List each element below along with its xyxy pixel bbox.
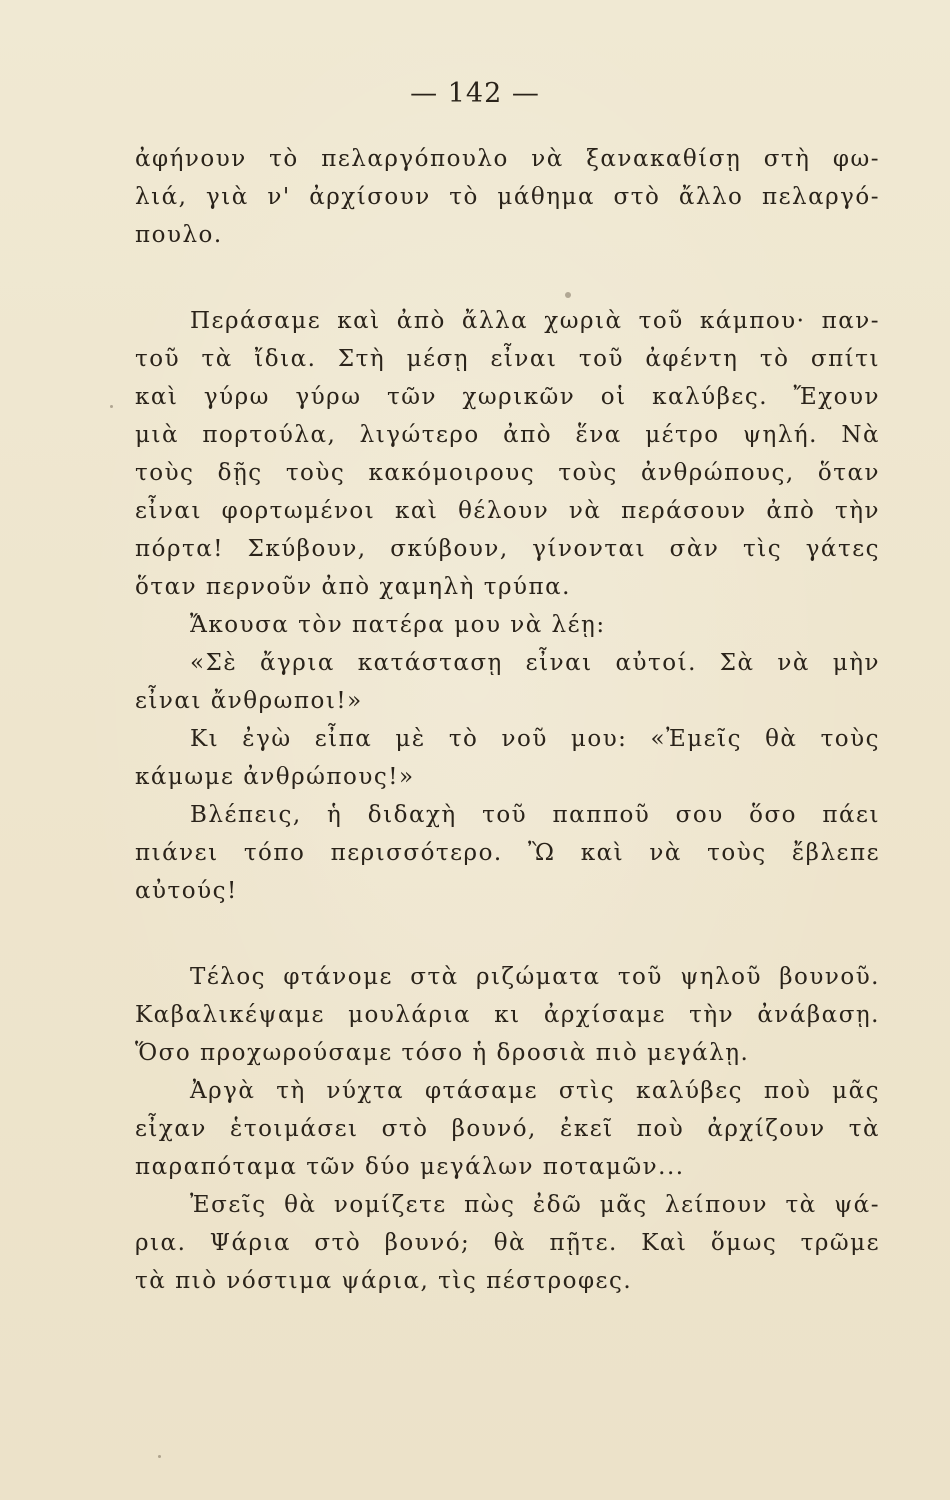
paper-speck [158, 1455, 161, 1458]
text-line: Ὅσο προχωρούσαμε τόσο ἡ δροσιὰ πιὸ μεγάλῃ. [135, 1040, 750, 1066]
text-line: Περάσαμε καὶ ἀπὸ ἄλλα χωριὰ τοῦ κάμπου· παν- [190, 308, 880, 334]
text-line: πουλο. [135, 222, 223, 248]
text-line: τοῦ τὰ ἴδια. Στὴ μέσῃ εἶναι τοῦ ἀφέντη τὸ σπίτι [135, 346, 880, 372]
text-line: παραπόταμα τῶν δύο μεγάλων ποταμῶν... [135, 1154, 685, 1180]
text-line: εἶχαν ἑτοιμάσει στὸ βουνό, ἐκεῖ ποὺ ἀρχίζουν τὰ [135, 1116, 880, 1142]
text-line: λιά, γιὰ ν' ἀρχίσουν τὸ μάθημα στὸ ἄλλο πελαργό- [135, 184, 880, 210]
text-line: πιάνει τόπο περισσότερο. Ὢ καὶ νὰ τοὺς ἔβλεπε [135, 840, 880, 866]
page-number: — 142 — [410, 78, 540, 109]
text-line: «Σὲ ἄγρια κατάστασῃ εἶναι αὐτοί. Σὰ νὰ μὴν [190, 650, 880, 676]
text-line: ἀφήνουν τὸ πελαργόπουλο νὰ ξανακαθίσῃ στὴ φω- [135, 146, 880, 172]
text-line: καὶ γύρω γύρω τῶν χωρικῶν οἱ καλύβες. Ἔχουν [135, 384, 880, 410]
text-line: μιὰ πορτούλα, λιγώτερο ἀπὸ ἕνα μέτρο ψηλή. Νὰ [135, 422, 880, 448]
text-line: Ἐσεῖς θὰ νομίζετε πὼς ἐδῶ μᾶς λείπουν τὰ ψά- [190, 1192, 880, 1218]
paper-speck [565, 292, 571, 298]
paragraph-1 [135, 140, 880, 254]
text-line: κάμωμε ἀνθρώπους!» [135, 764, 415, 790]
text-line: Ἄκουσα τὸν πατέρα μου νὰ λέῃ: [190, 612, 606, 638]
text-line: Βλέπεις, ἡ διδαχὴ τοῦ παπποῦ σου ὅσο πάει [190, 802, 880, 828]
text-line: τὰ πιὸ νόστιμα ψάρια, τὶς πέστροφες. [135, 1268, 633, 1294]
text-line: Τέλος φτάνομε στὰ ριζώματα τοῦ ψηλοῦ βουνοῦ. [190, 964, 880, 990]
text-line: εἶναι φορτωμένοι καὶ θέλουν νὰ περάσουν ἀπὸ τὴν [135, 498, 880, 524]
text-line: τοὺς δῇς τοὺς κακόμοιρους τοὺς ἀνθρώπους, ὅταν [135, 460, 880, 486]
text-line: ρια. Ψάρια στὸ βουνό; θὰ πῇτε. Καὶ ὅμως τρῶμε [135, 1230, 880, 1256]
paragraph-2 [135, 302, 880, 910]
paper-speck [110, 405, 113, 408]
text-line: πόρτα! Σκύβουν, σκύβουν, γίνονται σὰν τὶς γάτες [135, 536, 880, 562]
text-line: αὐτούς! [135, 878, 238, 904]
text-line: Κι ἐγὼ εἶπα μὲ τὸ νοῦ μου: «Ἐμεῖς θὰ τοὺς [190, 726, 880, 752]
paragraph-3 [135, 958, 880, 1300]
text-line: ὅταν περνοῦν ἀπὸ χαμηλὴ τρύπα. [135, 574, 571, 600]
text-line: Καβαλικέψαμε μουλάρια κι ἀρχίσαμε τὴν ἀνάβασῃ. [135, 1002, 880, 1028]
text-line: εἶναι ἄνθρωποι!» [135, 688, 363, 714]
text-line: Ἀργὰ τὴ νύχτα φτάσαμε στὶς καλύβες ποὺ μᾶς [190, 1078, 880, 1104]
